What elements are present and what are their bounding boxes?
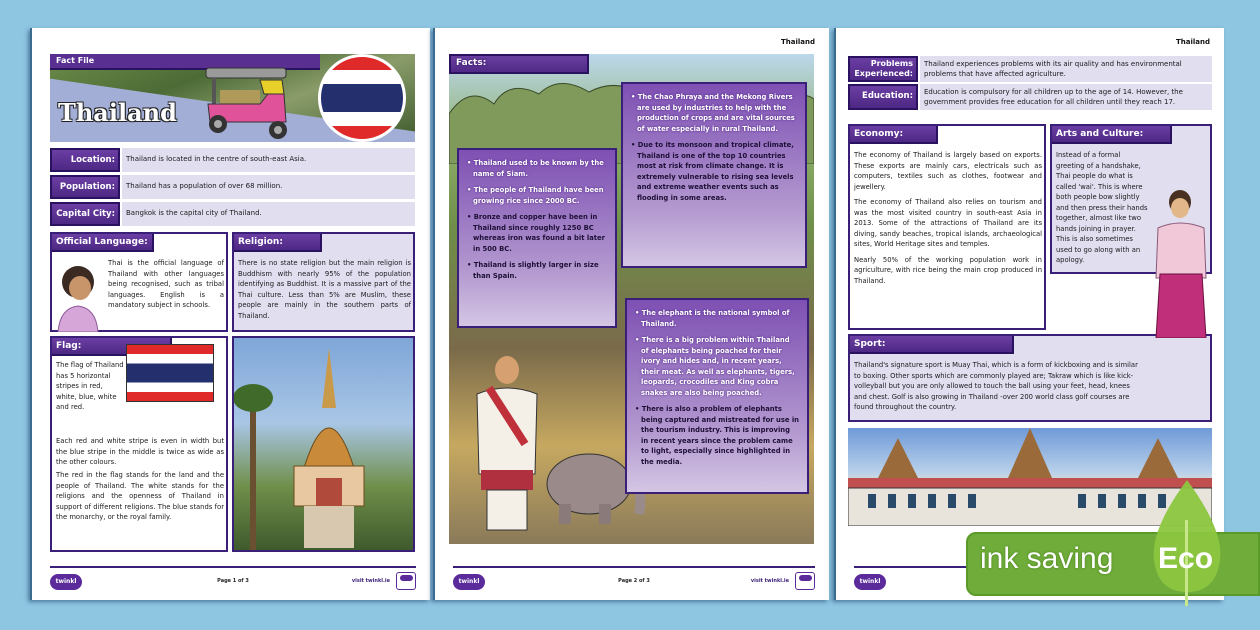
fact-item: • The elephant is the national symbol of Thailand. bbox=[635, 308, 799, 329]
page-title: Thailand bbox=[58, 98, 177, 127]
economy-paragraph: The economy of Thailand also relies on tourism and was the most visited country in south-east Asia in 2013. Some of the attractions of Thailand are its diving, sandy beaches, tropical islands, archaeological sites, World Heritage sites and temples. bbox=[854, 198, 1042, 248]
man-illustration bbox=[467, 354, 547, 534]
religion-text: There is no state religion but the main religion is Buddhism with nearly 95% of the population identifying as Buddhist. It is a massive part of the Thai culture. Less than 5% are Muslim, these people are mainly in the southern parts of Thailand. bbox=[238, 259, 411, 320]
religion-box bbox=[232, 232, 415, 332]
header-banner bbox=[50, 54, 415, 142]
tuk-tuk-illustration bbox=[198, 64, 294, 142]
info-value: Bangkok is the capital city of Thailand. bbox=[122, 202, 415, 226]
twinkl-logo[interactable]: twinkl bbox=[854, 574, 886, 590]
info-label: Capital City: bbox=[50, 202, 120, 226]
info-label: Population: bbox=[50, 175, 120, 199]
eco-label: Eco bbox=[1158, 542, 1214, 575]
info-row-education bbox=[848, 84, 1212, 110]
fact-item: • Bronze and copper have been in Thailand since roughly 1250 BC whereas iron was found a bit later in 500 BC. bbox=[467, 212, 607, 254]
ink-saving-label: ink saving bbox=[980, 542, 1114, 575]
sport-box bbox=[848, 334, 1212, 422]
thai-woman-illustration bbox=[1150, 188, 1212, 338]
fact-item: • There is a big problem within Thailand of elephants being poached for their ivory and hides and, in recent years, their meat. As well as elephants, tigers, leopards, crocodiles and King cobra snakes are also being poached. bbox=[635, 335, 799, 398]
thai-flag-circle bbox=[318, 54, 406, 142]
twinkl-logo[interactable]: twinkl bbox=[50, 574, 82, 590]
facts-panel-left bbox=[457, 148, 617, 328]
religion-heading: Religion: bbox=[234, 234, 322, 252]
sport-heading: Sport: bbox=[850, 336, 1014, 354]
official-language-box bbox=[50, 232, 228, 332]
info-label: Problems Experienced: bbox=[848, 56, 918, 82]
info-row-capital bbox=[50, 202, 415, 226]
page-footer bbox=[50, 566, 416, 592]
info-value: Thailand experiences problems with its air quality and has environmental problems that have affected agriculture. bbox=[920, 56, 1212, 82]
sport-text: Thailand's signature sport is Muay Thai, which is a form of kickboxing and is similar to boxing. Other sports which are commonly played are; Takraw which is like kick-volleyball but you are only allowed to touch the ball using your feet, head, knees and chest. Golf is also growing in Thailand -over 200 world class golf courses are found throughout the country. bbox=[854, 361, 1138, 411]
fact-item: • Due to its monsoon and tropical climate, Thailand is one of the top 10 countries most at risk from climate change. It is extremely vulnerable to rising sea levels and extreme weather events such as flooding in some areas. bbox=[631, 140, 797, 203]
page-number: Page 2 of 3 bbox=[618, 578, 650, 584]
page-1 bbox=[30, 28, 430, 600]
info-row-problems bbox=[848, 56, 1212, 82]
girl-illustration bbox=[54, 260, 102, 332]
running-title: Thailand bbox=[781, 38, 815, 46]
stupa-illustration bbox=[264, 348, 394, 548]
fact-item: • Thailand is slightly larger in size than Spain. bbox=[467, 260, 607, 281]
facts-panel-bottom bbox=[625, 298, 809, 494]
twinkl-logo[interactable]: twinkl bbox=[453, 574, 485, 590]
facts-panel-right bbox=[621, 82, 807, 268]
flag-box bbox=[50, 336, 228, 552]
palm-tree-illustration bbox=[234, 358, 274, 552]
thai-flag bbox=[126, 344, 214, 402]
quality-badge-icon bbox=[396, 572, 416, 590]
facts-heading: Facts: bbox=[449, 54, 589, 74]
visit-link[interactable]: visit twinkl.ie bbox=[351, 578, 390, 584]
flag-text-3: The red in the flag stands for the land and the people of Thailand. The white stands for the religions and the openness of Thailand in support of different religions. The blue stands for the monarchy, or the royal family. bbox=[56, 471, 224, 521]
info-row-population bbox=[50, 175, 415, 199]
info-label: Location: bbox=[50, 148, 120, 172]
info-label: Education: bbox=[848, 84, 918, 110]
running-title: Thailand bbox=[1176, 38, 1210, 46]
info-value: Thailand is located in the centre of south-east Asia. bbox=[122, 148, 415, 172]
flag-text-2: Each red and white stripe is even in width but the blue stripe in the middle is twice as wide as the other colours. bbox=[56, 437, 224, 466]
info-row-location bbox=[50, 148, 415, 172]
fact-file-label: Fact File bbox=[50, 54, 320, 70]
economy-paragraph: The economy of Thailand is largely based on exports. These exports are mainly cars, electricals such as computers, textiles such as clothes, footwear and jewellery. bbox=[854, 151, 1042, 191]
flag-text-1: The flag of Thailand has 5 horizontal stripes in red, white, blue, white and red. bbox=[56, 361, 124, 411]
fact-item: • Thailand used to be known by the name of Siam. bbox=[467, 158, 607, 179]
info-value: Thailand has a population of over 68 million. bbox=[122, 175, 415, 199]
official-language-text: Thai is the official language of Thailand with other languages being recognised, such as tribal languages. English is a mandatory subject in schools. bbox=[108, 259, 224, 309]
fact-item: • The people of Thailand have been growing rice since 2000 BC. bbox=[467, 185, 607, 206]
arts-culture-text: Instead of a formal greeting of a handshake, Thai people do what is called 'wai'. This is where both people bow slightly and then press their hands together, almost like two hands joining in prayer. This is also sometimes used to go along with an apology. bbox=[1056, 151, 1148, 264]
page-2 bbox=[433, 28, 829, 600]
fact-item: • The Chao Phraya and the Mekong Rivers are used by industries to help with the production of crops and are vital sources of water especially in rural Thailand. bbox=[631, 92, 797, 134]
economy-heading: Economy: bbox=[850, 126, 938, 144]
fact-item: • There is also a problem of elephants being captured and mistreated for use in the tourism industry. This is improving in recent years since the problem came to light, especially since highlighted in the media. bbox=[635, 404, 799, 467]
info-value: Education is compulsory for all children up to the age of 14. However, the government provides free education for all children until they reach 17. bbox=[920, 84, 1212, 110]
temple-image bbox=[232, 336, 415, 552]
quality-badge-icon bbox=[795, 572, 815, 590]
page-footer bbox=[453, 566, 815, 592]
arts-culture-heading: Arts and Culture: bbox=[1052, 126, 1172, 144]
flag-heading: Flag: bbox=[52, 338, 172, 356]
page-number: Page 1 of 3 bbox=[217, 578, 249, 584]
economy-box bbox=[848, 124, 1046, 330]
official-language-heading: Official Language: bbox=[52, 234, 154, 252]
visit-link[interactable]: visit twinkl.ie bbox=[750, 578, 789, 584]
economy-paragraph: Nearly 50% of the working population work in agriculture, with rice being the main crop produced in Thailand. bbox=[854, 255, 1042, 285]
economy-text bbox=[854, 150, 1042, 291]
